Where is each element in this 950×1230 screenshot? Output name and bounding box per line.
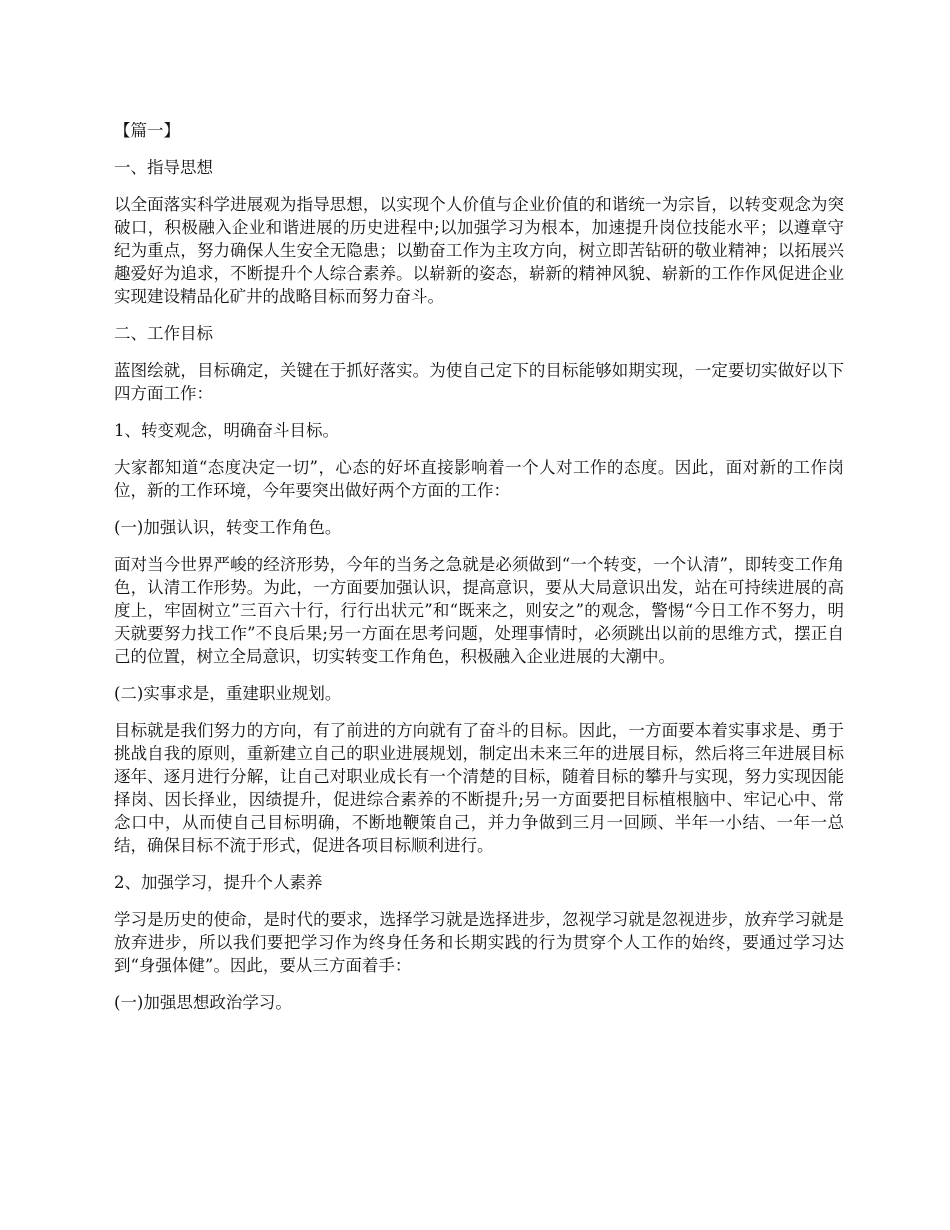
document-body [114,119,844,1028]
heading-guiding-ideology: 一、指导思想 [114,158,213,177]
section-title: 【篇一】 [114,121,180,140]
paragraph-economic-situation: 面对当今世界严峻的经济形势，今年的当务之急就是必须做到“一个转变，一个认清”，即转变工作角色，认清工作形势。为此，一方面要加强认识，提高意识，要从大局意识出发，站在可持续进展的高度上，牢固树立”三百六十行，行行出状元”和“既来之，则安之”的观念，警惕“今日工作不努力，明天就要努力找工作”不良后果;另一方面在思考问题，处理事情时，必须跳出以前的思维方式，摆正自己的位置，树立全局意识，切实转变工作角色，积极融入企业进展的大潮中。 [114,555,844,666]
heading-work-goals: 二、工作目标 [114,324,213,343]
paragraph-attitude: 大家都知道“态度决定一切”，心态的好坏直接影响着一个人对工作的态度。因此，面对新的工作岗位，新的工作环境，今年要突出做好两个方面的工作： [114,458,844,500]
subheading-political-study: (一)加强思想政治学习。 [114,993,292,1012]
paragraph-goals-direction: 目标就是我们努力的方向，有了前进的方向就有了奋斗的目标。因此，一方面要本着实事求是、勇于挑战自我的原则，重新建立自己的职业进展规划，制定出未来三年的进展目标，然后将三年进展目标逐年、逐月进行分解，让自己对职业成长有一个清楚的目标，随着目标的攀升与实现，努力实现因能择岗、因长择业，因绩提升，促进综合素养的不断提升;另一方面要把目标植根脑中、牢记心中、常念口中，从而使自己目标明确，不断地鞭策自己，并力争做到三月一回顾、半年一小结、一年一总结，确保目标不流于形式，促进各项目标顺利进行。 [114,721,844,855]
paragraph-work-goals-intro: 蓝图绘就，目标确定，关键在于抓好落实。为使自己定下的目标能够如期实现，一定要切实做好以下四方面工作： [114,361,844,403]
paragraph-learning: 学习是历史的使命，是时代的要求，选择学习就是选择进步，忽视学习就是忽视进步，放弃学习就是放弃进步，所以我们要把学习作为终身任务和长期实践的行为贯穿个人工作的始终，要通过学习达到“身强体健”。因此，要从三方面着手： [114,910,844,975]
subheading-strengthen-awareness: (一)加强认识，转变工作角色。 [114,518,342,537]
paragraph-guiding-ideology: 以全面落实科学进展观为指导思想，以实现个人价值与企业价值的和谐统一为宗旨，以转变观念为突破口，积极融入企业和谐进展的历史进程中;以加强学习为根本，加速提升岗位技能水平；以遵章守纪为重点，努力确保人生安全无隐患；以勤奋工作为主攻方向，树立即苦钻研的敬业精神；以拓展兴趣爱好为追求，不断提升个人综合素养。以崭新的姿态，崭新的精神风貌、崭新的工作作风促进企业实现建设精品化矿井的战略目标而努力奋斗。 [114,195,844,306]
subheading-career-plan: (二)实事求是，重建职业规划。 [114,684,342,703]
heading-change-mindset: 1、转变观念，明确奋斗目标。 [114,421,339,440]
heading-strengthen-learning: 2、加强学习，提升个人素养 [114,873,323,892]
